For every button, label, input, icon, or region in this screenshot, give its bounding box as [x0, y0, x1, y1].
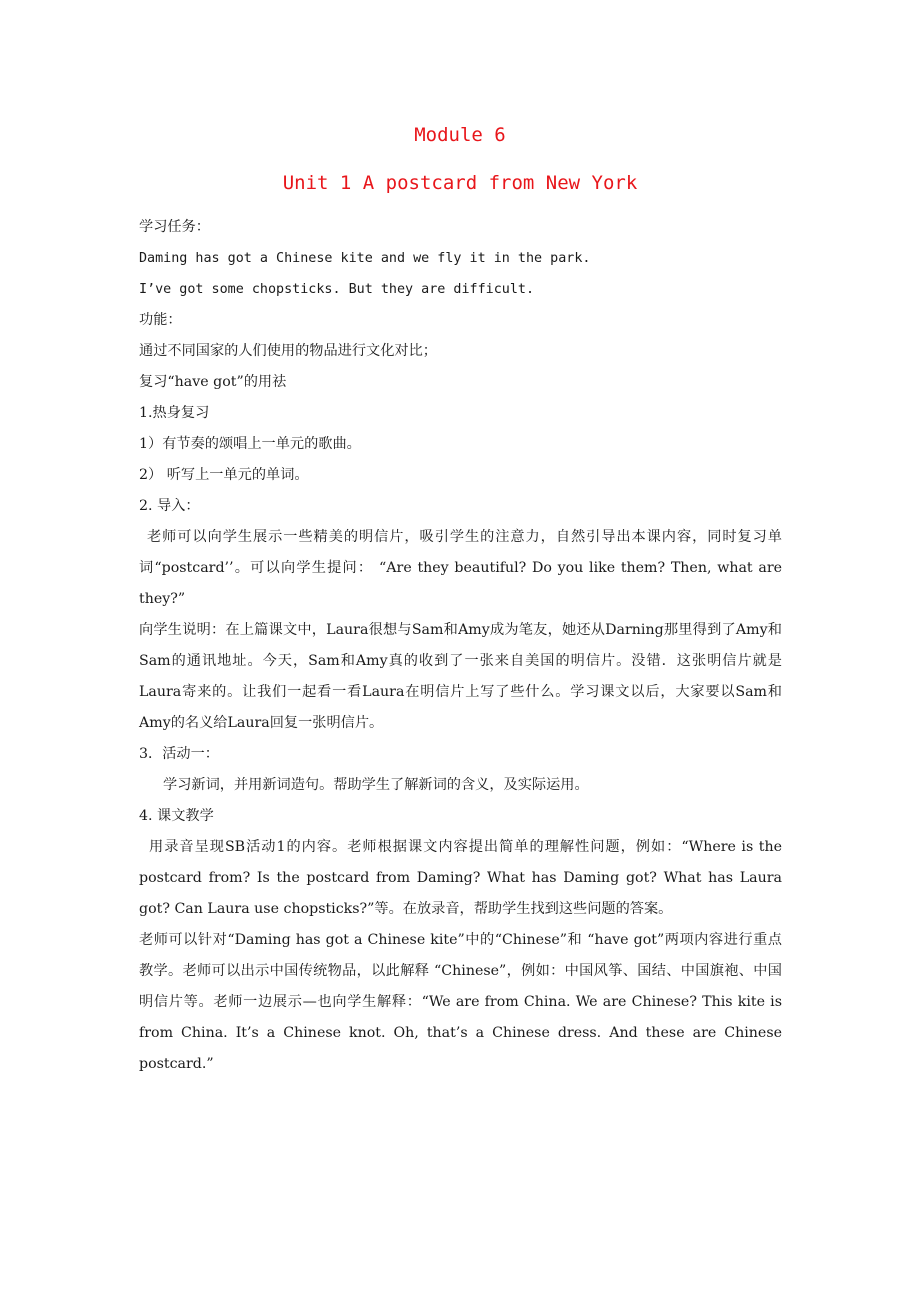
step2-paragraph-1: 老师可以向学生展示一些精美的明信片，吸引学生的注意力，自然引导出本课内容，同时复习单词“postcard’’。可以向学生提问： “Are they beautiful? Do you like them? Then, what are they?” — [139, 529, 782, 607]
function-heading: 功能： — [139, 312, 182, 328]
step2-paragraph-2: 向学生说明：在上篇课文中，Laura很想与Sam和Amy成为笔友，她还从Darning那里得到了Amy和Sam的通讯地址。今天，Sam和Amy真的收到了一张来自美国的明信片。没错．这张明信片就是Laura寄来的。让我们一起看一看Laura在明信片上写了些什么。学习课文以后，大家要以Sam和Amy的名义给Laura回复一张明信片。 — [139, 622, 782, 731]
task-sentence: Daming has got a Chinese kite and we fly it in the park. — [139, 251, 591, 266]
step1-heading: 1.热身复习 — [139, 405, 210, 421]
step4-paragraph-2: 老师可以针对“Daming has got a Chinese kite”中的“Chinese”和 “have got”两项内容进行重点教学。老师可以出示中国传统物品，以此解释 “Chinese”，例如：中国风筝、国结、中国旗袍、中国明信片等。老师一边展示—也向学生解释：“We are from China. We are Chinese? This kite is from China. It’s a Chinese knot. Oh, that’s a Chinese dress. And these are Chinese postcard.” — [139, 932, 782, 1072]
lesson-body — [139, 212, 782, 1080]
step1-item: 1）有节奏的颂唱上一单元的歌曲。 — [139, 436, 361, 452]
step4-heading: 4. 课文教学 — [139, 808, 214, 824]
step3-heading: 3．活动一： — [139, 746, 219, 762]
tasks-heading: 学习任务： — [139, 219, 210, 235]
step1-item: 2） 听写上一单元的单词。 — [139, 467, 309, 483]
step4-paragraph-1: 用录音呈现SB活动1的内容。老师根据课文内容提出简单的理解性问题，例如：“Where is the postcard from? Is the postcard from Daming? What has Daming got? What has Laura got? Can Laura use chopsticks?”等。在放录音，帮助学生找到这些问题的答案。 — [139, 839, 782, 917]
task-sentence: I’ve got some chopsticks. But they are difficult. — [139, 282, 535, 297]
unit-title: Unit 1 A postcard from New York — [282, 172, 638, 194]
module-title: Module 6 — [414, 124, 506, 146]
function-item: 通过不同国家的人们使用的物品进行文化对比； — [139, 343, 437, 359]
step3-paragraph: 学习新词，并用新词造句。帮助学生了解新词的含义，及实际运用。 — [163, 777, 589, 793]
step2-heading: 2. 导入： — [139, 498, 200, 514]
function-item: 复习“have got”的用祛 — [139, 374, 287, 390]
